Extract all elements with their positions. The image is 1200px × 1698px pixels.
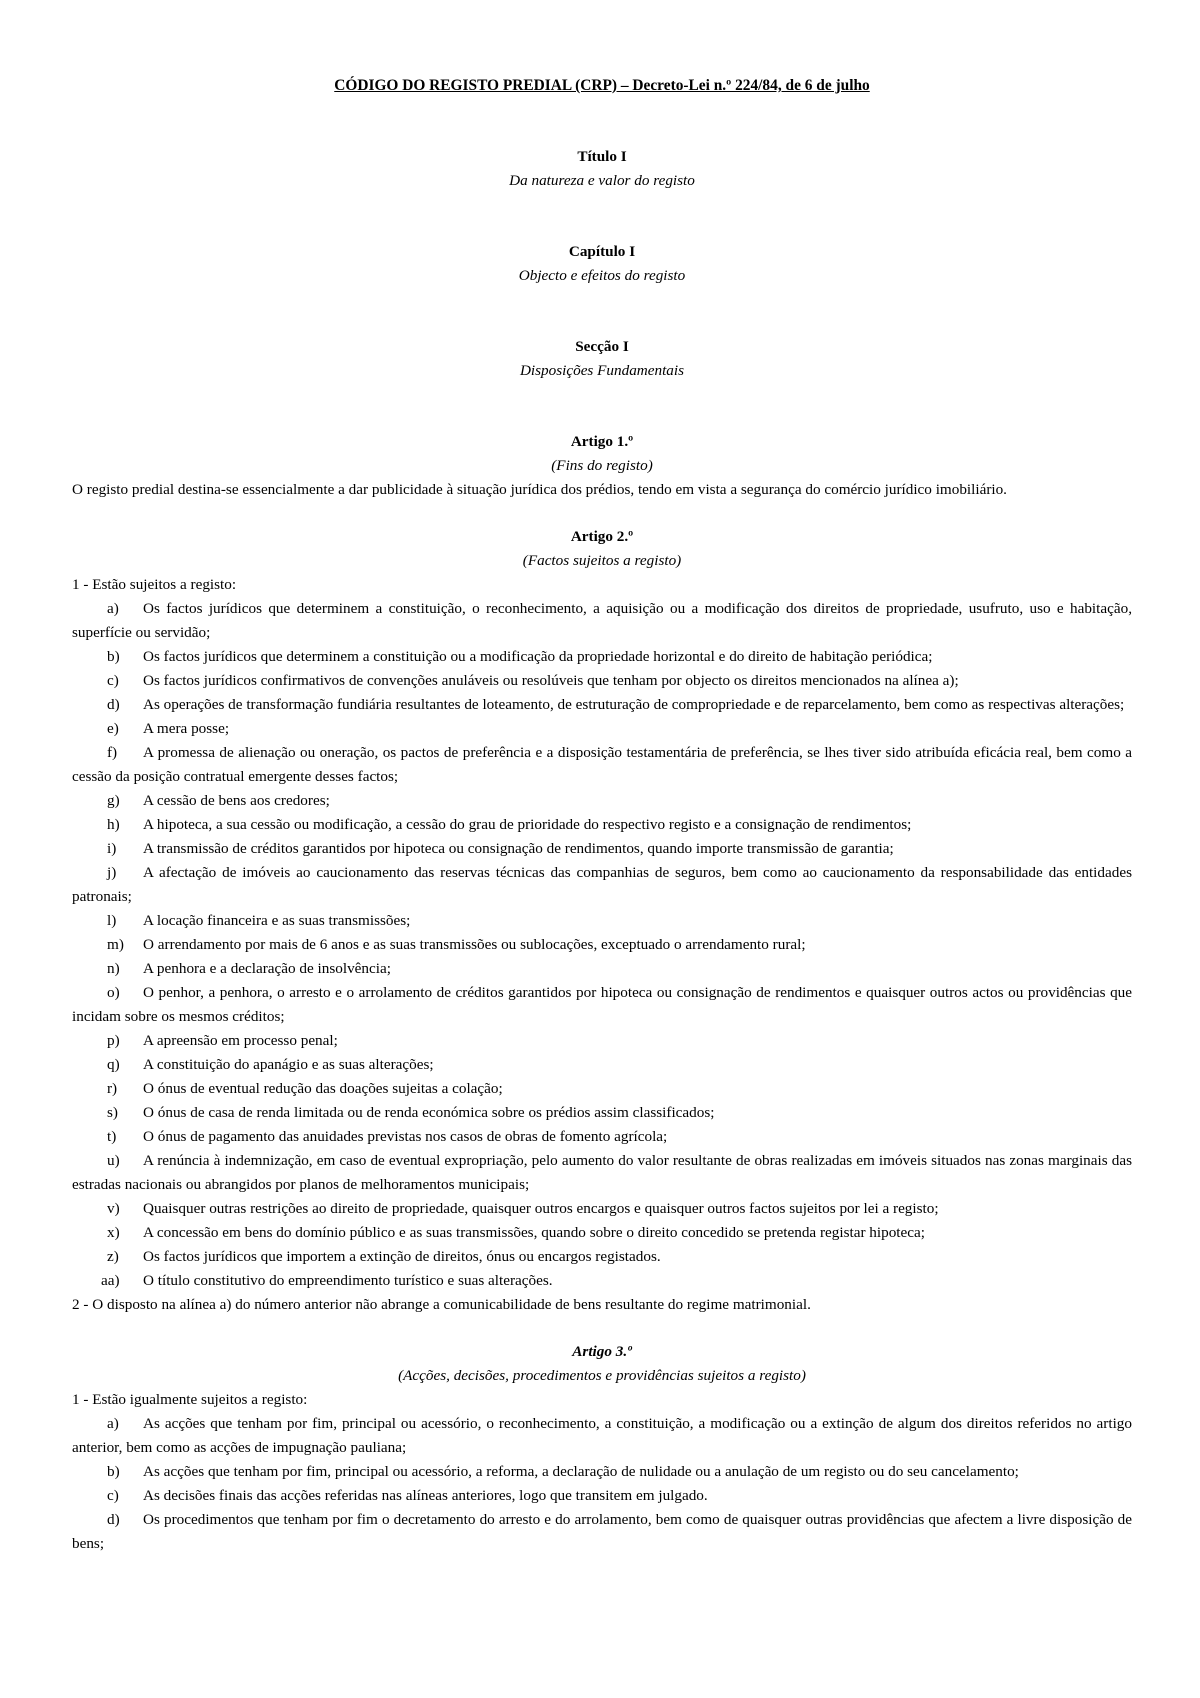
item-text: Os factos jurídicos confirmativos de convenções anuláveis ou resolúveis que tenham por objecto os direitos mencionados na alínea a); <box>143 672 959 689</box>
capitulo-subtitle: Objecto e efeitos do registo <box>518 267 686 284</box>
list-item <box>72 813 1132 837</box>
list-item <box>72 981 1132 1029</box>
item-letter: b) <box>107 1463 120 1480</box>
item-letter: a) <box>107 600 119 617</box>
item-letter: l) <box>107 912 117 929</box>
item-letter: m) <box>107 936 124 953</box>
item-text: O penhor, a penhora, o arresto e o arrolamento de créditos garantidos por hipoteca ou consignação de rendimentos e quaisquer outros actos ou providências que incidam sobre os mesmos créditos; <box>72 984 1132 1025</box>
item-text: As acções que tenham por fim, principal ou acessório, a reforma, a declaração de nulidade ou a anulação de um registo ou do seu cancelamento; <box>143 1463 1019 1480</box>
item-text: O ónus de eventual redução das doações sujeitas a colação; <box>143 1080 503 1097</box>
item-text: A concessão em bens do domínio público e as suas transmissões, quando sobre o direito concedido se pretenda registar hipoteca; <box>143 1224 925 1241</box>
titulo-heading: Título I <box>577 148 627 165</box>
item-text: A renúncia à indemnização, em caso de eventual expropriação, pelo aumento do valor resultante de obras realizadas em imóveis situados nas zonas marginais das estradas nacionais ou abrangidos por planos de melhoramentos municipais; <box>72 1152 1132 1193</box>
artigo-2-heading: Artigo 2.º <box>570 528 634 545</box>
item-letter: b) <box>107 648 120 665</box>
item-letter: j) <box>107 864 117 881</box>
item-letter: g) <box>107 792 120 809</box>
artigo-1-text: O registo predial destina-se essencialmente a dar publicidade à situação jurídica dos prédios, tendo em vista a segurança do comércio jurídico imobiliário. <box>72 481 1007 498</box>
list-item <box>72 1029 1132 1053</box>
item-letter: t) <box>107 1128 117 1145</box>
item-text: O arrendamento por mais de 6 anos e as suas transmissões ou sublocações, exceptuado o arrendamento rural; <box>143 936 806 953</box>
document-title: CÓDIGO DO REGISTO PREDIAL (CRP) – Decreto-Lei n.º 224/84, de 6 de julho <box>334 77 870 94</box>
list-item <box>72 789 1132 813</box>
list-item <box>72 741 1132 789</box>
list-item <box>72 717 1132 741</box>
item-letter: o) <box>107 984 120 1001</box>
item-letter: s) <box>107 1104 118 1121</box>
item-text: As decisões finais das acções referidas nas alíneas anteriores, logo que transitem em julgado. <box>143 1487 708 1504</box>
capitulo-heading: Capítulo I <box>568 243 636 260</box>
list-item <box>72 933 1132 957</box>
item-text: O ónus de pagamento das anuidades previstas nos casos de obras de fomento agrícola; <box>143 1128 668 1145</box>
item-letter: u) <box>107 1152 120 1169</box>
item-letter: n) <box>107 960 120 977</box>
list-item <box>72 1197 1132 1221</box>
item-letter: d) <box>107 1511 120 1528</box>
item-text: A cessão de bens aos credores; <box>143 792 330 809</box>
item-letter: r) <box>107 1080 118 1097</box>
item-text: A penhora e a declaração de insolvência; <box>143 960 391 977</box>
list-item <box>72 1125 1132 1149</box>
item-letter: a) <box>107 1415 119 1432</box>
list-item <box>72 1221 1132 1245</box>
artigo-2 <box>72 525 1132 1317</box>
artigo-3-heading: Artigo 3.º <box>572 1343 632 1360</box>
item-text: O título constitutivo do empreendimento turístico e suas alterações. <box>143 1272 553 1289</box>
item-letter: v) <box>107 1200 120 1217</box>
artigo-1-subtitle: (Fins do registo) <box>551 457 653 474</box>
seccao-heading: Secção I <box>575 338 629 355</box>
item-letter: c) <box>107 1487 119 1504</box>
item-text: A apreensão em processo penal; <box>143 1032 338 1049</box>
item-text: As operações de transformação fundiária resultantes de loteamento, de estruturação de compropriedade e de reparcelamento, bem como as respectivas alterações; <box>143 696 1125 713</box>
artigo-3-subtitle: (Acções, decisões, procedimentos e providências sujeitos a registo) <box>398 1367 806 1384</box>
item-letter: i) <box>107 840 117 857</box>
list-item <box>72 1508 1132 1556</box>
list-item <box>72 645 1132 669</box>
item-text: O ónus de casa de renda limitada ou de renda económica sobre os prédios assim classificados; <box>143 1104 715 1121</box>
list-item <box>72 693 1132 717</box>
list-item <box>72 1245 1132 1269</box>
list-item <box>72 1077 1132 1101</box>
item-text: A mera posse; <box>143 720 230 737</box>
list-item <box>72 1269 1132 1293</box>
item-letter: q) <box>107 1056 120 1073</box>
item-letter: h) <box>107 816 120 833</box>
titulo-subtitle: Da natureza e valor do registo <box>509 172 695 189</box>
item-letter: d) <box>107 696 120 713</box>
list-item <box>72 861 1132 909</box>
list-item <box>72 1149 1132 1197</box>
item-letter: x) <box>107 1224 120 1241</box>
artigo-2-subtitle: (Factos sujeitos a registo) <box>522 552 682 569</box>
item-text: Os factos jurídicos que importem a extinção de direitos, ónus ou encargos registados. <box>143 1248 661 1265</box>
artigo-3-items <box>72 1412 1132 1556</box>
item-text: Os procedimentos que tenham por fim o decretamento do arresto e do arrolamento, bem como de quaisquer outras providências que afectem a livre disposição de bens; <box>72 1511 1132 1552</box>
item-text: Os factos jurídicos que determinem a constituição, o reconhecimento, a aquisição ou a modificação dos direitos de propriedade, usufruto, uso e habitação, superfície ou servidão; <box>72 600 1132 641</box>
item-text: A locação financeira e as suas transmissões; <box>143 912 411 929</box>
artigo-1 <box>72 430 1132 502</box>
list-item <box>72 957 1132 981</box>
artigo-2-intro: 1 - Estão sujeitos a registo: <box>72 576 237 593</box>
list-item <box>72 597 1132 645</box>
item-text: A hipoteca, a sua cessão ou modificação, a cessão do grau de prioridade do respectivo registo e a consignação de rendimentos; <box>143 816 912 833</box>
item-text: A promessa de alienação ou oneração, os pactos de preferência e a disposição testamentária de preferência, se lhes tiver sido atribuída eficácia real, bem como a cessão da posição contratual emergente desses factos; <box>72 744 1132 785</box>
list-item <box>72 909 1132 933</box>
item-text: A constituição do apanágio e as suas alterações; <box>143 1056 434 1073</box>
list-item <box>72 1484 1132 1508</box>
artigo-3 <box>72 1340 1132 1556</box>
item-letter: f) <box>107 744 118 761</box>
item-text: As acções que tenham por fim, principal ou acessório, o reconhecimento, a constituição, a modificação ou a extinção de algum dos direitos referidos no artigo anterior, bem como as acções de impugnação pauliana; <box>72 1415 1132 1456</box>
list-item <box>72 669 1132 693</box>
item-text: A afectação de imóveis ao caucionamento das reservas técnicas das companhias de seguros, bem como ao caucionamento da responsabilidade das entidades patronais; <box>72 864 1132 905</box>
item-text: A transmissão de créditos garantidos por hipoteca ou consignação de rendimentos, quando importe transmissão de garantia; <box>143 840 894 857</box>
item-letter: z) <box>107 1248 119 1265</box>
artigo-3-intro: 1 - Estão igualmente sujeitos a registo: <box>72 1391 308 1408</box>
list-item <box>72 1460 1132 1484</box>
artigo-2-items <box>72 597 1132 1293</box>
item-text: Quaisquer outras restrições ao direito de propriedade, quaisquer outros encargos e quaisquer outros factos sujeitos por lei a registo; <box>143 1200 939 1217</box>
list-item <box>72 1412 1132 1460</box>
item-letter: aa) <box>101 1272 120 1289</box>
list-item <box>72 1053 1132 1077</box>
list-item <box>72 1101 1132 1125</box>
seccao-subtitle: Disposições Fundamentais <box>519 362 685 379</box>
item-letter: p) <box>107 1032 120 1049</box>
list-item <box>72 837 1132 861</box>
artigo-2-closing: 2 - O disposto na alínea a) do número anterior não abrange a comunicabilidade de bens resultante do regime matrimonial. <box>72 1296 811 1313</box>
item-text: Os factos jurídicos que determinem a constituição ou a modificação da propriedade horizontal e do direito de habitação periódica; <box>143 648 933 665</box>
item-letter: c) <box>107 672 119 689</box>
item-letter: e) <box>107 720 119 737</box>
artigo-1-heading: Artigo 1.º <box>570 433 634 450</box>
